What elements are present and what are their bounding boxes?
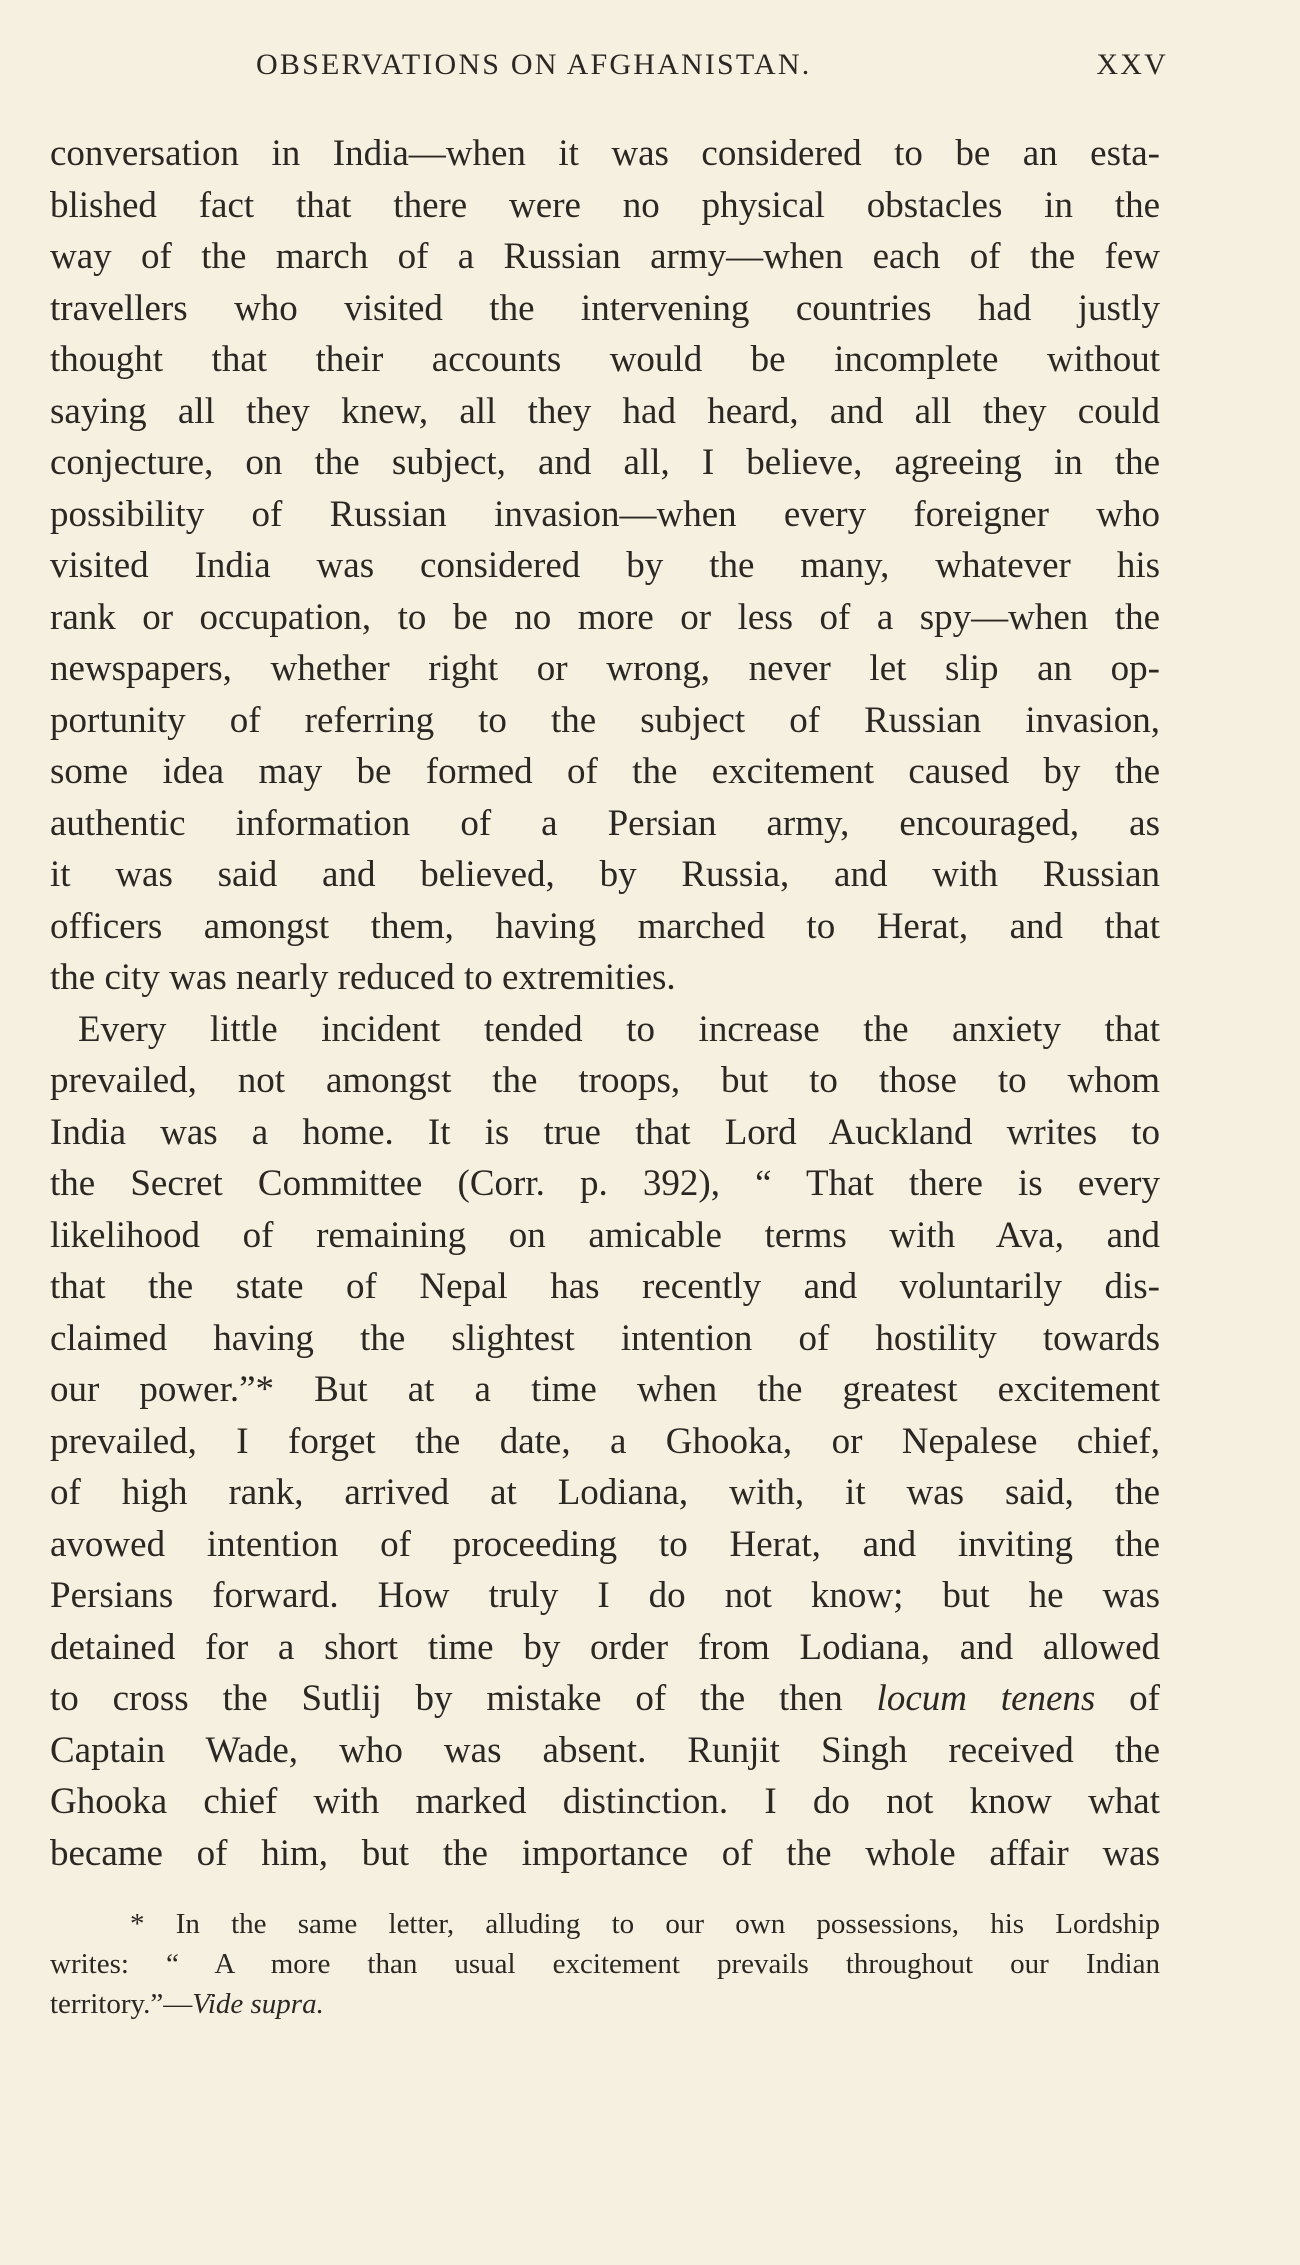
- text-line: Captain Wade, who was absent. Runjit Singh received the: [50, 1729, 1160, 1771]
- text-line: authentic information of a Persian army, encouraged, as: [50, 802, 1160, 844]
- text-line: way of the march of a Russian army—when each of the few: [50, 236, 1160, 277]
- text-line: newspapers, whether right or wrong, never let slip an op-: [50, 648, 1160, 689]
- text-line: conjecture, on the subject, and all, I believe, agreeing in the: [50, 442, 1160, 483]
- text-line-with-italic: [50, 1673, 1160, 1725]
- footnote-line: * In the same letter, alluding to our own possessions, his Lordship: [130, 1908, 1160, 1940]
- text-line: the Secret Committee (Corr. p. 392), “ That there is every: [50, 1163, 1160, 1204]
- text-line: prevailed, not amongst the troops, but to those to whom: [50, 1060, 1160, 1101]
- text-line: visited India was considered by the many, whatever his: [50, 545, 1160, 586]
- text-line: likelihood of remaining on amicable terms with Ava, and: [50, 1214, 1160, 1256]
- text-line: some idea may be formed of the excitement caused by the: [50, 751, 1160, 792]
- text-line: thought that their accounts would be incomplete without: [50, 339, 1160, 380]
- running-title: OBSERVATIONS ON AFGHANISTAN.: [256, 48, 812, 81]
- text-line: India was a home. It is true that Lord Auckland writes to: [50, 1111, 1160, 1153]
- text-line: that the state of Nepal has recently and voluntarily dis-: [50, 1266, 1160, 1307]
- text-line: of high rank, arrived at Lodiana, with, it was said, the: [50, 1472, 1160, 1513]
- page-number: XXV: [1096, 48, 1168, 81]
- line-text-after: of: [1095, 1678, 1160, 1719]
- text-line: became of him, but the importance of the whole affair was: [50, 1832, 1160, 1874]
- footnote-text-before: territory.”—: [50, 1988, 193, 2020]
- text-line: claimed having the slightest intention of hostility towards: [50, 1317, 1160, 1359]
- text-line: portunity of referring to the subject of Russian invasion,: [50, 699, 1160, 741]
- footnote-line: [50, 1984, 1160, 2024]
- italic-phrase: locum tenens: [876, 1678, 1096, 1719]
- text-line: Persians forward. How truly I do not know; but he was: [50, 1575, 1160, 1616]
- text-line: rank or occupation, to be no more or less of a spy—when the: [50, 596, 1160, 638]
- text-line: Ghooka chief with marked distinction. I do not know what: [50, 1781, 1160, 1822]
- paragraph-start-line: Every little incident tended to increase the anxiety that: [78, 1008, 1160, 1050]
- text-line: blished fact that there were no physical obstacles in the: [50, 184, 1160, 226]
- paragraph-end-line: the city was nearly reduced to extremities.: [50, 957, 676, 998]
- text-line: officers amongst them, having marched to Herat, and that: [50, 905, 1160, 947]
- body-text: [50, 128, 1160, 1879]
- footnote: [50, 1904, 1160, 2024]
- text-line: detained for a short time by order from Lodiana, and allowed: [50, 1626, 1160, 1668]
- line-text-before: to cross the Sutlij by mistake of the then: [50, 1678, 877, 1719]
- text-line: saying all they knew, all they had heard, and all they could: [50, 390, 1160, 432]
- text-line: prevailed, I forget the date, a Ghooka, or Nepalese chief,: [50, 1420, 1160, 1462]
- text-line: conversation in India—when it was considered to be an esta-: [50, 133, 1160, 174]
- running-header: [50, 48, 1168, 92]
- footnote-italic: Vide supra.: [192, 1988, 324, 2020]
- text-line: avowed intention of proceeding to Herat, and inviting the: [50, 1523, 1160, 1565]
- text-line: it was said and believed, by Russia, and with Russian: [50, 854, 1160, 895]
- text-line: possibility of Russian invasion—when every foreigner who: [50, 493, 1160, 535]
- footnote-line: writes: “ A more than usual excitement prevails throughout our Indian: [50, 1948, 1160, 1980]
- text-line: travellers who visited the intervening countries had justly: [50, 287, 1160, 329]
- text-line: our power.”* But at a time when the greatest excitement: [50, 1369, 1160, 1410]
